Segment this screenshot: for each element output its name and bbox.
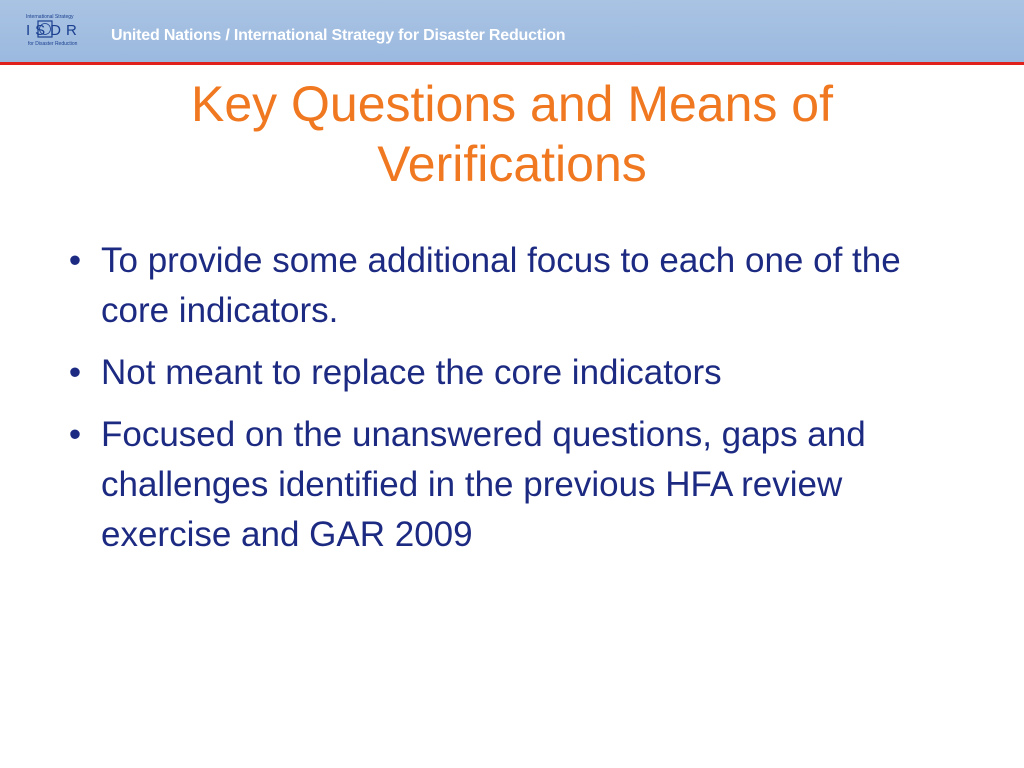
bullet-text: Focused on the unanswered questions, gaps and challenges identified in the previous HFA review exercise and GAR 2009 [101,415,866,554]
slide-title [60,74,964,194]
logo-tagline-bottom: for Disaster Reduction [28,41,78,47]
header-rule [0,62,1024,65]
org-name: United Nations / International Strategy for Disaster Reduction [111,27,566,44]
bullet-marker: • [68,415,82,454]
logo-letters: ISDR [26,22,82,39]
logo-tagline-top: International Strategy [26,14,74,20]
bullet-item [60,236,960,336]
bullet-text: Not meant to replace the core indicators [101,353,722,392]
bullet-list [60,236,960,572]
slide-title-line2: Verifications [377,136,647,192]
isdr-logo [24,12,102,50]
bullet-text: To provide some additional focus to each one of the core indicators. [101,241,901,330]
bullet-item [60,410,960,560]
slide-title-line1: Key Questions and Means of [190,76,834,132]
bullet-marker: • [68,353,82,392]
bullet-item [60,348,960,398]
bullet-marker: • [68,241,82,280]
